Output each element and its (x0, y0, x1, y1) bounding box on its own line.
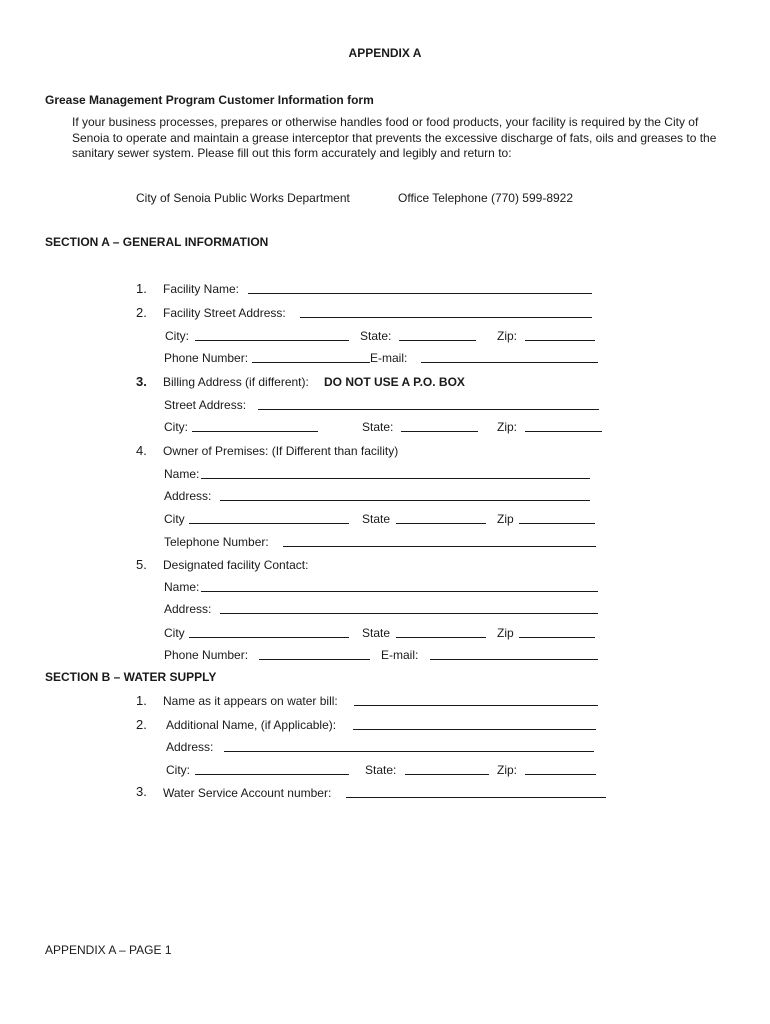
additional-name-label: Additional Name, (if Applicable): (166, 718, 337, 732)
item-number: 1. (136, 281, 147, 296)
contact-phone-field[interactable] (259, 648, 370, 660)
telephone-number-label: Telephone Number: (164, 535, 269, 549)
item-number: 2. (136, 305, 147, 320)
city-label: City: (164, 420, 188, 434)
city-label: City: (166, 763, 190, 777)
owner-label: Owner of Premises: (If Different than facility) (163, 444, 399, 458)
billing-address-label: Billing Address (if different): (163, 375, 309, 389)
zip-label: Zip (497, 626, 514, 640)
city-label: City (164, 626, 185, 640)
facility-street-label: Facility Street Address: (163, 306, 286, 320)
page-footer: APPENDIX A – PAGE 1 (45, 943, 172, 957)
billing-zip-field[interactable] (525, 420, 602, 432)
additional-name-field[interactable] (353, 718, 596, 730)
billing-street-field[interactable] (258, 398, 599, 410)
state-label: State: (360, 329, 392, 343)
facility-state-field[interactable] (399, 329, 476, 341)
phone-label: Phone Number: (164, 648, 249, 662)
facility-zip-field[interactable] (525, 329, 595, 341)
item-number: 3. (136, 374, 147, 389)
owner-address-field[interactable] (220, 489, 590, 501)
item-number: 1. (136, 693, 147, 708)
zip-label: Zip: (497, 763, 518, 777)
section-a-heading: SECTION A – GENERAL INFORMATION (45, 235, 269, 249)
contact-zip-field[interactable] (519, 626, 595, 638)
account-number-label: Water Service Account number: (163, 786, 332, 800)
office-telephone: Office Telephone (770) 599-8922 (398, 191, 574, 205)
facility-email-field[interactable] (421, 351, 598, 363)
city-label: City (164, 512, 185, 526)
item-number: 5. (136, 557, 147, 572)
appendix-title: APPENDIX A (348, 46, 422, 60)
facility-city-field[interactable] (195, 329, 349, 341)
contact-name-field[interactable] (201, 580, 598, 592)
state-label: State (362, 626, 391, 640)
contact-city-field[interactable] (189, 626, 349, 638)
facility-name-field[interactable] (248, 282, 592, 294)
zip-label: Zip (497, 512, 514, 526)
address-label: Address: (166, 740, 214, 754)
form-title: Grease Management Program Customer Information form (45, 93, 374, 107)
water-city-field[interactable] (195, 763, 349, 775)
section-b-heading: SECTION B – WATER SUPPLY (45, 670, 217, 684)
water-bill-name-label: Name as it appears on water bill: (163, 694, 338, 708)
item-number: 3. (136, 784, 147, 799)
address-label: Address: (164, 489, 212, 503)
water-state-field[interactable] (405, 763, 489, 775)
facility-phone-field[interactable] (252, 351, 370, 363)
intro-paragraph: If your business processes, prepares or otherwise handles food or food products, your facility is required by the City of Senoia to operate and maintain a grease interceptor that prevents the excessive discharge of fats, oils and greases to the sanitary sewer system. Please fill out this form accurately and legibly and return to: (72, 115, 717, 160)
email-label: E-mail: (381, 648, 419, 662)
item-number: 2. (136, 717, 147, 732)
facility-street-field[interactable] (300, 306, 592, 318)
water-zip-field[interactable] (525, 763, 596, 775)
owner-telephone-field[interactable] (283, 535, 596, 547)
address-label: Address: (164, 602, 212, 616)
state-label: State (362, 512, 391, 526)
contact-address-field[interactable] (220, 602, 598, 614)
contact-state-field[interactable] (396, 626, 486, 638)
billing-state-field[interactable] (401, 420, 478, 432)
zip-label: Zip: (497, 420, 518, 434)
contact-label: Designated facility Contact: (163, 558, 309, 572)
city-label: City: (165, 329, 189, 343)
water-bill-name-field[interactable] (354, 694, 598, 706)
owner-state-field[interactable] (396, 512, 486, 524)
item-number: 4. (136, 443, 147, 458)
owner-city-field[interactable] (189, 512, 349, 524)
billing-city-field[interactable] (192, 420, 318, 432)
department-name: City of Senoia Public Works Department (136, 191, 350, 205)
no-po-box-note: DO NOT USE A P.O. BOX (324, 375, 465, 389)
water-address-field[interactable] (224, 740, 594, 752)
owner-name-field[interactable] (201, 467, 590, 479)
state-label: State: (362, 420, 394, 434)
account-number-field[interactable] (346, 786, 606, 798)
name-label: Name: (164, 467, 200, 481)
state-label: State: (365, 763, 397, 777)
phone-label: Phone Number: (164, 351, 249, 365)
contact-email-field[interactable] (430, 648, 598, 660)
owner-zip-field[interactable] (519, 512, 595, 524)
email-label: E-mail: (370, 351, 408, 365)
facility-name-label: Facility Name: (163, 282, 240, 296)
street-address-label: Street Address: (164, 398, 247, 412)
name-label: Name: (164, 580, 200, 594)
zip-label: Zip: (497, 329, 518, 343)
